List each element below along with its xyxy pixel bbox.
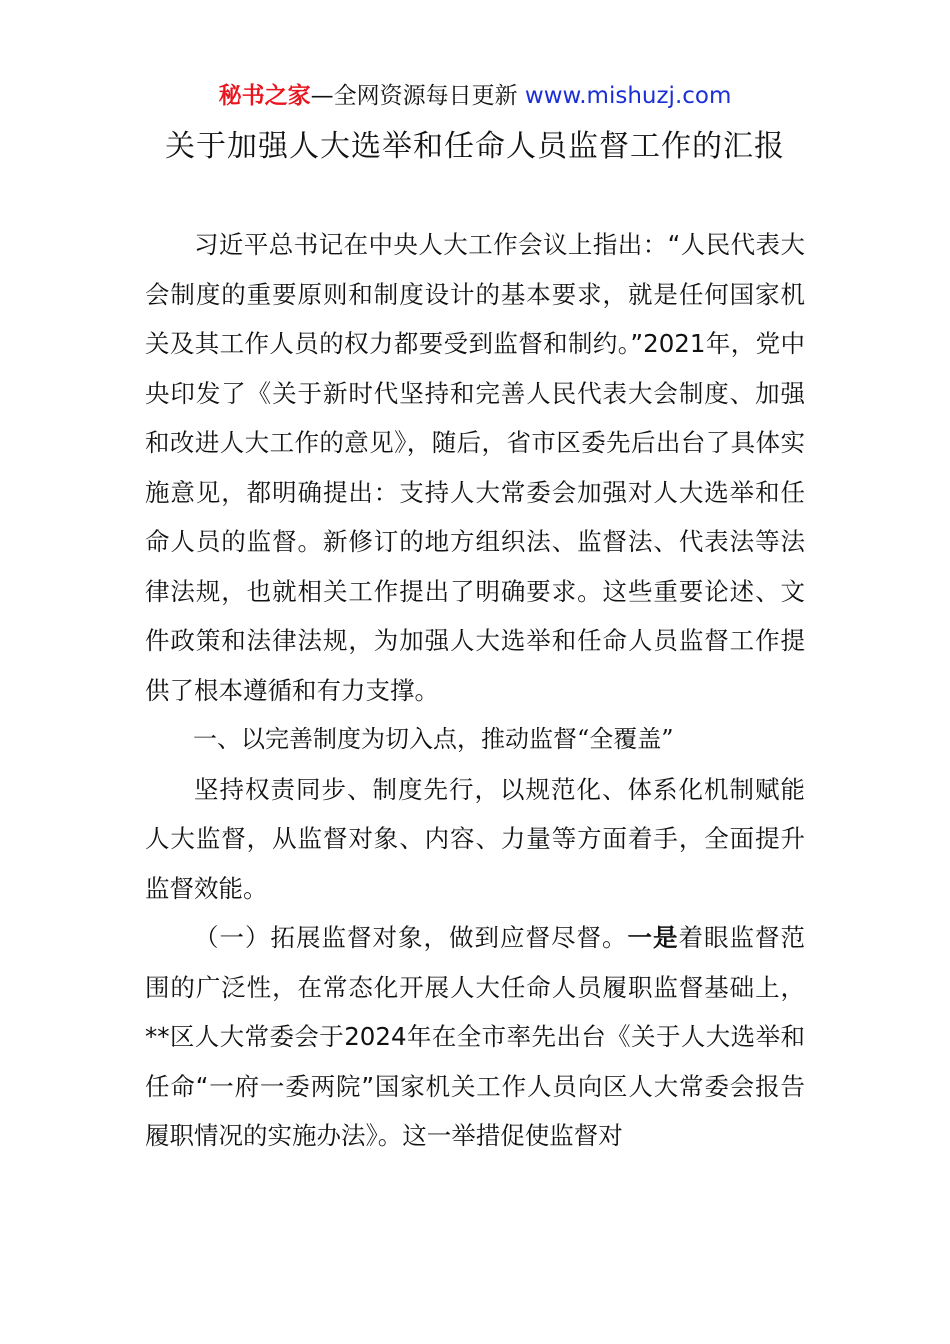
site-header xyxy=(0,80,950,112)
bold-lead-text: 一是 xyxy=(627,923,679,952)
paragraph-intro: 习近平总书记在中央人大工作会议上指出：“人民代表大会制度的重要原则和制度设计的基本要求，就是任何国家机关及其工作人员的权力都要受到监督和制约。”2021年，党中央印发了《关于新时代坚持和完善人民代表大会制度、加强和改进人大工作的意见》，随后，省市区委先后出台了具体实施意见，都明确提出：支持人大常委会加强对人大选举和任命人员的监督。新修订的地方组织法、监督法、代表法等法律法规，也就相关工作提出了明确要求。这些重要论述、文件政策和法律法规，为加强人大选举和任命人员监督工作提供了根本遵循和有力支撑。 xyxy=(145,230,805,705)
document-body xyxy=(145,220,805,1161)
section-heading-1: 一、以完善制度为切入点，推动监督“全覆盖” xyxy=(193,725,674,753)
site-url-link[interactable]: www.mishuzj.com xyxy=(524,83,732,109)
subsection-text: 着眼监督范围的广泛性，在常态化开展人大任命人员履职监督基础上，**区人大常委会于2024年在全市率先出台《关于人大选举和任命“一府一委两院”国家机关工作人员向区人大常委会报告履职情况的实施办法》。这一举措促使监督对 xyxy=(145,923,805,1150)
site-brand: 秘书之家 xyxy=(218,83,311,109)
document-title: 关于加强人大选举和任命人员监督工作的汇报 xyxy=(165,129,785,164)
paragraph-section-1-summary: 坚持权责同步、制度先行，以规范化、体系化机制赋能人大监督，从监督对象、内容、力量等方面着手，全面提升监督效能。 xyxy=(145,774,805,903)
paragraph-subsection-1 xyxy=(145,913,805,1161)
site-tagline: —全网资源每日更新 xyxy=(310,83,518,109)
subsection-heading: （一）拓展监督对象，做到应督尽督。 xyxy=(194,923,628,952)
